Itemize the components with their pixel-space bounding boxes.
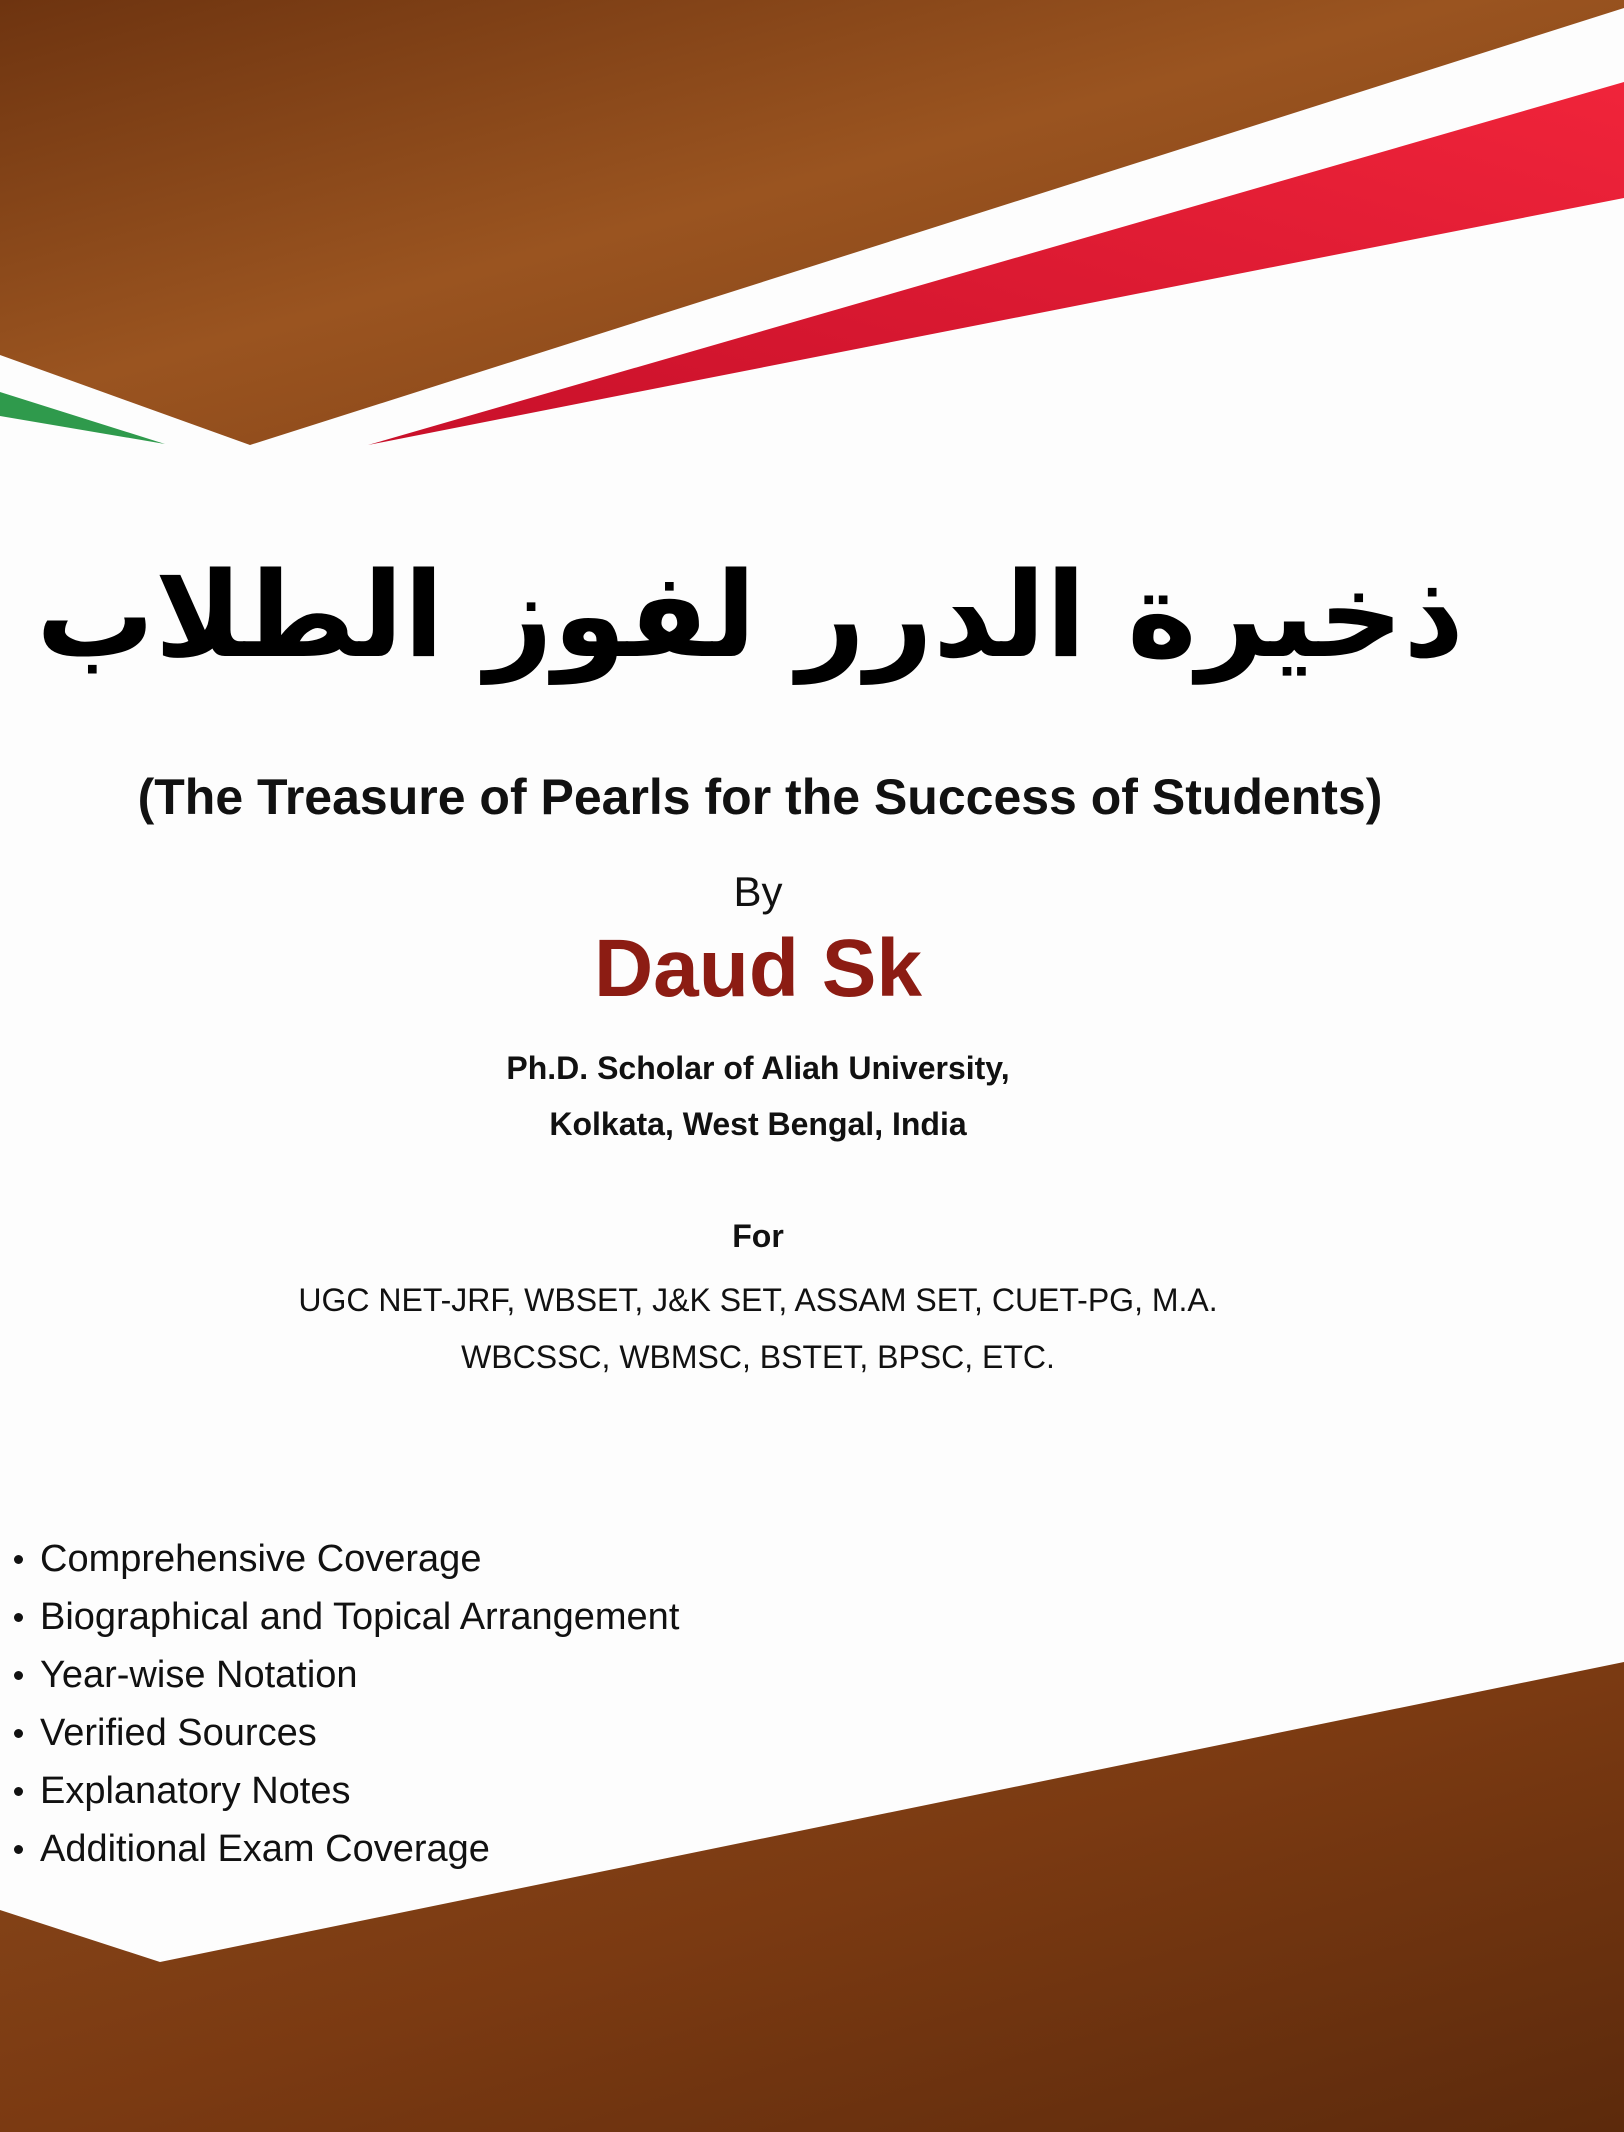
affiliation-line: Kolkata, West Bengal, India xyxy=(549,1106,967,1142)
affiliation-line: Ph.D. Scholar of Aliah University, xyxy=(506,1050,1010,1086)
author-affiliation xyxy=(0,1040,1516,1152)
exam-list xyxy=(0,1272,1516,1386)
bullet-icon xyxy=(14,1613,23,1622)
exam-line: UGC NET-JRF, WBSET, J&K SET, ASSAM SET, CUET-PG, M.A. xyxy=(298,1282,1218,1318)
feature-label: Year-wise Notation xyxy=(40,1654,358,1696)
feature-item xyxy=(14,1704,679,1762)
feature-label: Explanatory Notes xyxy=(40,1770,351,1812)
english-subtitle: (The Treasure of Pearls for the Success of Students) xyxy=(137,769,1383,825)
feature-list xyxy=(14,1530,679,1878)
feature-item xyxy=(14,1762,679,1820)
feature-item xyxy=(14,1820,679,1878)
feature-item xyxy=(14,1646,679,1704)
for-label: For xyxy=(732,1218,784,1254)
author-name: Daud Sk xyxy=(593,923,923,1014)
feature-label: Verified Sources xyxy=(40,1712,317,1754)
feature-label: Biographical and Topical Arrangement xyxy=(40,1596,680,1638)
feature-label: Additional Exam Coverage xyxy=(40,1828,490,1870)
bullet-icon xyxy=(14,1787,23,1796)
arabic-title: ذخيرة الدرر لفوز الطلاب xyxy=(36,546,1464,684)
bullet-icon xyxy=(14,1671,23,1680)
bullet-icon xyxy=(14,1555,23,1564)
by-label: By xyxy=(733,868,783,915)
exam-line: WBCSSC, WBMSC, BSTET, BPSC, ETC. xyxy=(461,1339,1055,1375)
feature-item xyxy=(14,1530,679,1588)
feature-item xyxy=(14,1588,679,1646)
feature-label: Comprehensive Coverage xyxy=(40,1538,482,1580)
bullet-icon xyxy=(14,1729,23,1738)
bullet-icon xyxy=(14,1845,23,1854)
